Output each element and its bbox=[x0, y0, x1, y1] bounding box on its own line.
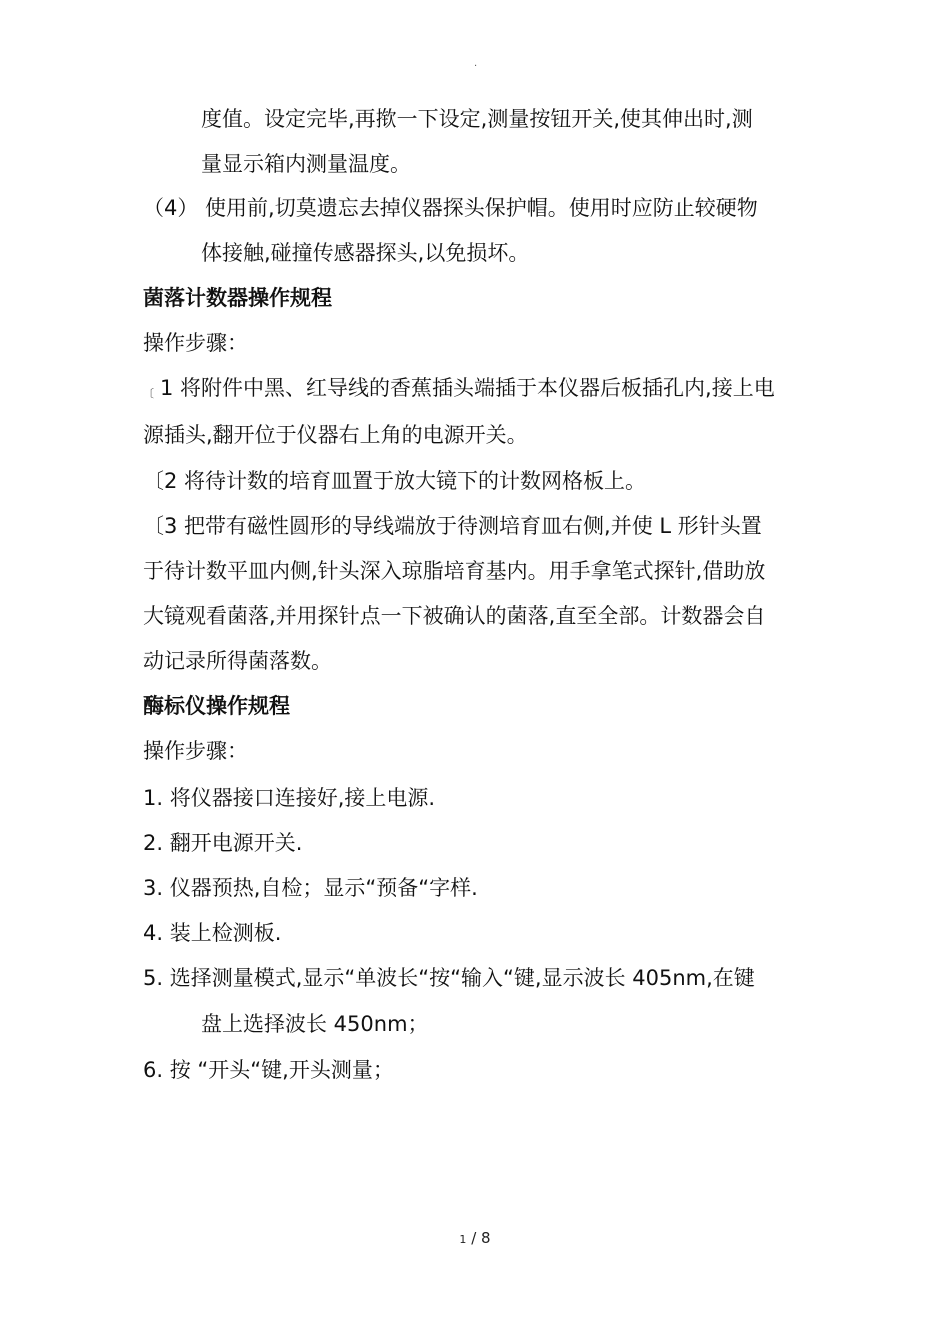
step-1-line: 〔 1 将附件中黑、红导线的香蕉插头端插于本仪器后板插孔内,接上电 bbox=[143, 376, 775, 400]
steps-label: 操作步骤： bbox=[143, 331, 248, 355]
numbered-step-4: 4. 装上检测板. bbox=[143, 921, 282, 945]
paragraph-line: 于待计数平皿内侧,针头深入琼脂培育基内。用手拿笔式探针,借助放 bbox=[143, 559, 766, 583]
paragraph-line: 度值。设定完毕,再揿一下设定,测量按钮开关,使其伸出时,测 bbox=[201, 107, 753, 131]
step-bracket: 〔 bbox=[143, 387, 154, 400]
numbered-step-5: 5. 选择测量模式,显示“单波长“按“输入“键,显示波长 405nm,在键 bbox=[143, 966, 755, 990]
page-number bbox=[0, 1229, 950, 1247]
numbered-step-1: 1. 将仪器接口连接好,接上电源. bbox=[143, 786, 436, 810]
current-page: 1 bbox=[459, 1233, 467, 1246]
paragraph-line: 体接触,碰撞传感器探头,以免损坏。 bbox=[201, 241, 530, 265]
list-item-4: （4） 使用前,切莫遗忘去掉仪器探头保护帽。使用时应防止较硬物 bbox=[143, 196, 758, 220]
header-mark: . bbox=[474, 58, 478, 69]
total-pages: 8 bbox=[481, 1229, 491, 1247]
step-3-line: 〔3 把带有磁性圆形的导线端放于待测培育皿右侧,并使 L 形针头置 bbox=[143, 514, 762, 538]
section-heading-elisa-reader: 酶标仪操作规程 bbox=[143, 694, 290, 718]
paragraph-line: 源插头,翻开位于仪器右上角的电源开关。 bbox=[143, 423, 528, 447]
numbered-step-3: 3. 仪器预热,自检；显示“预备“字样. bbox=[143, 876, 478, 900]
paragraph-line: 动记录所得菌落数。 bbox=[143, 649, 332, 673]
paragraph-line: 大镜观看菌落,并用探针点一下被确认的菌落,直至全部。计数器会自 bbox=[143, 604, 766, 628]
page-separator: / bbox=[471, 1229, 477, 1247]
paragraph-line: 盘上选择波长 450nm； bbox=[201, 1012, 429, 1036]
steps-label: 操作步骤： bbox=[143, 739, 248, 763]
numbered-step-2: 2. 翻开电源开关. bbox=[143, 831, 303, 855]
numbered-step-6: 6. 按 “开头“键,开头测量； bbox=[143, 1058, 394, 1082]
section-heading-colony-counter: 菌落计数器操作规程 bbox=[143, 286, 332, 310]
paragraph-line: 量显示箱内测量温度。 bbox=[201, 152, 411, 176]
step-2-line: 〔2 将待计数的培育皿置于放大镜下的计数网格板上。 bbox=[143, 469, 647, 493]
